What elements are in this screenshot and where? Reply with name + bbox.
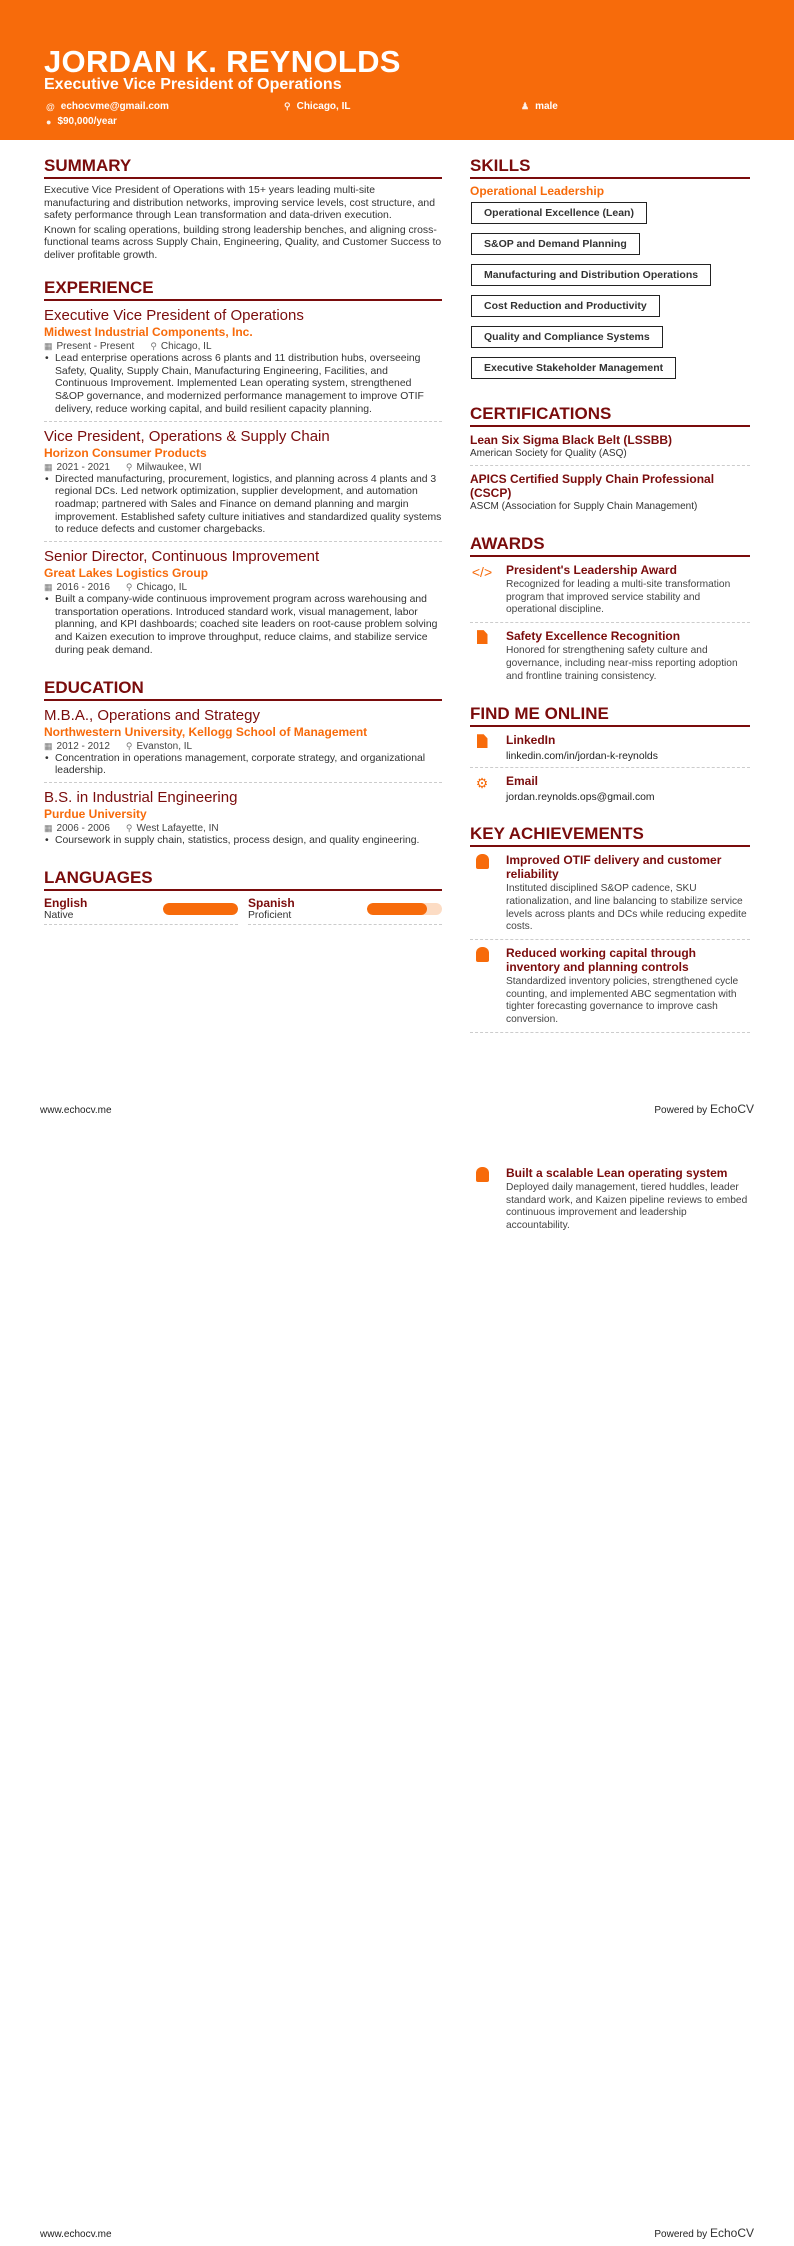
education-dates: 2006 - 2006 [56,822,110,834]
job-meta [44,461,442,474]
calendar-icon: ▦ [44,582,53,593]
at-icon: @ [46,101,55,112]
user-icon: ♟ [521,101,530,111]
experience-item [44,428,442,543]
achievement-item [470,853,750,940]
gender-text: male [535,101,558,112]
job-title: Vice President, Operations & Supply Chain [44,427,330,445]
section-heading: FIND ME ONLINE [470,704,750,727]
award-title: President's Leadership Award [506,563,677,577]
education-meta [44,740,442,753]
section-heading: AWARDS [470,534,750,557]
contact-location [284,101,351,112]
experience-item [44,307,442,422]
contact-email [46,101,169,112]
job-location: Milwaukee, WI [136,461,202,473]
degree: M.B.A., Operations and Strategy [44,706,260,724]
award-item [470,563,750,623]
job-dates: Present - Present [56,341,135,352]
email-text: echocvme@gmail.com [60,101,169,112]
language-proficiency-bar [367,903,442,915]
achievement-title: Reduced working capital through inventory and planning controls [506,946,697,975]
salary-text: $90,000/year [57,116,117,127]
skill-tag: Quality and Compliance Systems [471,326,663,348]
code-icon: </> [471,564,493,580]
map-pin-icon: ⚲ [125,740,133,751]
language-proficiency-fill [367,903,427,915]
achievement-title: Built a scalable Lean operating system [506,1166,728,1180]
skill-tag: Manufacturing and Distribution Operations [471,264,711,286]
job-meta [44,581,442,594]
calendar-icon: ▦ [44,341,53,351]
bell-icon [470,853,494,934]
online-title: LinkedIn [506,733,556,748]
certification-item [470,433,750,466]
skill-tag: Executive Stakeholder Management [471,357,676,379]
language-name: Spanish [248,895,295,910]
degree: B.S. in Industrial Engineering [44,788,238,806]
powered-by-text: Powered by [654,1105,708,1116]
achievements-continued [470,1166,750,1244]
section-heading: KEY ACHIEVEMENTS [470,824,750,847]
job-title: Executive Vice President of Operations [44,307,304,324]
section-heading: SKILLS [470,156,750,179]
language-item [248,897,442,925]
job-bullet: • Lead enterprise operations across 6 plants and 11 distribution hubs, overseeing Safety, Quality, Supply Chain, Manufacturing Engineering, Facilities, and Continuous Improvement. Implemented Lean operating system, strengthened S&OP governance, and modernized performance management to improve OTIF delivery, reduce working capital, and build resilient capacity planning. [44,353,442,417]
section-heading: LANGUAGES [44,868,442,891]
education-meta [44,822,442,835]
contact-gender [521,101,558,112]
school-name: Northwestern University, Kellogg School of Management [44,724,368,739]
award-item [470,629,750,688]
right-column [470,156,750,1049]
footer-powered [654,1102,754,1116]
calendar-icon: ▦ [44,461,53,472]
skill-tag: Cost Reduction and Productivity [471,295,660,317]
language-level: Proficient [248,909,292,921]
skill-group-title: Operational Leadership [470,184,605,198]
powered-by-text: Powered by [654,2229,708,2240]
language-level: Native [44,909,74,921]
job-bullet: • Directed manufacturing, procurement, logistics, and planning across 4 plants and 3 regional DCs. Led network optimization, supplier development, and automation roadmap; partnered with Sales and Finance on demand planning and margin improvement. Established safety culture initiatives and standardized quality systems to reduce defects and customer chargebacks. [44,474,442,538]
location-text: Chicago, IL [296,101,351,112]
certification-title: APICS Certified Supply Chain Professional (CSCP) [470,472,715,500]
certification-issuer: American Society for Quality (ASQ) [470,448,627,459]
skill-tag: Operational Excellence (Lean) [471,202,647,224]
linkedin-link[interactable]: linkedin.com/in/jordan-k-reynolds [506,751,658,763]
experience-item [44,548,442,662]
coin-icon: ● [46,116,52,127]
experience-section [44,278,442,662]
section-heading: EDUCATION [44,678,442,701]
email-link[interactable]: jordan.reynolds.ops@gmail.com [506,792,655,804]
section-heading: CERTIFICATIONS [470,404,750,427]
achievement-description: Deployed daily management, tiered huddles, leader standard work, and Kaizen pipeline reviews to embed continuous improvement and leadership accountability. [506,1182,748,1232]
award-description: Recognized for leading a multi-site transformation program that improved service stability and operational discipline. [506,579,731,616]
certification-issuer: ASCM (Association for Supply Chain Management) [470,501,698,512]
company-name: Horizon Consumer Products [44,445,207,460]
online-item-email[interactable] [470,774,750,808]
language-name: English [44,895,88,910]
school-name: Purdue University [44,806,147,821]
language-item [44,897,238,925]
achievement-title: Improved OTIF delivery and customer reliability [506,853,722,882]
summary-paragraph: Executive Vice President of Operations with 15+ years leading multi-site manufacturing and distribution networks, improving service levels, cost structure, and safety performance through Lean transformation and data-driven execution. [44,185,435,221]
language-proficiency-fill [163,903,238,915]
online-item-linkedin[interactable] [470,733,750,768]
award-title: Safety Excellence Recognition [506,629,681,644]
map-pin-icon: ⚲ [125,582,133,593]
map-pin-icon: ⚲ [284,101,291,111]
education-item [44,789,442,852]
footer-powered [654,2226,754,2240]
brand-logo: EchoCV [709,2226,754,2240]
candidate-name: JORDAN K. REYNOLDS [44,44,401,79]
certification-title: Lean Six Sigma Black Belt (LSSBB) [470,433,673,447]
certification-item [470,472,750,518]
section-heading: SUMMARY [44,156,442,179]
section-heading: EXPERIENCE [44,278,442,301]
footer-site[interactable]: www.echocv.me [40,1105,112,1116]
achievement-item [470,946,750,1033]
company-name: Great Lakes Logistics Group [44,566,209,581]
document-search-icon [470,733,494,762]
education-location: West Lafayette, IN [136,822,219,834]
resume-header [0,0,794,140]
job-bullet: • Built a company-wide continuous improvement program across warehousing and transportation operations. Introduced standard work, visual management, labor planning, and KPI dashboards; coached site leaders on root-cause problem solving and Kaizen execution to improve throughput, reduce claims, and stabilize service during peak demand. [44,594,442,658]
certifications-section [470,404,750,518]
gear-icon: ⚙ [475,775,489,792]
bell-icon [470,1166,494,1233]
education-bullet: • Concentration in operations management, corporate strategy, and organizational leadership. [44,753,442,778]
skill-tag: S&OP and Demand Planning [471,233,640,255]
job-dates: 2021 - 2021 [56,461,110,473]
calendar-icon: ▦ [44,740,53,751]
contact-salary [46,116,117,127]
awards-section [470,534,750,688]
education-item [44,707,442,783]
job-meta [44,340,442,353]
education-location: Evanston, IL [136,740,193,752]
company-name: Midwest Industrial Components, Inc. [44,325,253,339]
calendar-icon: ▦ [44,822,53,833]
job-dates: 2016 - 2016 [56,582,110,594]
education-dates: 2012 - 2012 [56,740,110,752]
map-pin-icon: ⚲ [125,822,133,833]
summary-paragraph: Known for scaling operations, building strong leadership benches, and aligning cross-functional teams across Supply Chain, Engineering, Quality, and Customer Success to deliver profitable growth. [44,224,442,261]
footer-site[interactable]: www.echocv.me [40,2229,112,2240]
bell-icon [470,946,494,1027]
achievement-description: Instituted disciplined S&OP cadence, SKU rationalization, and line balancing to stabilize service levels across plants and DCs while reducing expedite costs. [506,883,747,933]
achievement-description: Standardized inventory policies, strengthened cycle counting, and implemented ABC segmentation with tighter forecasting governance to improve cash conversion. [506,976,739,1026]
job-title: Senior Director, Continuous Improvement [44,548,320,566]
language-proficiency-bar [163,903,238,915]
achievement-item [470,1166,750,1238]
education-bullet: • Coursework in supply chain, statistics, process design, and quality engineering. [44,835,442,848]
brand-logo: EchoCV [709,1102,754,1116]
left-column [44,156,442,941]
summary-section [44,156,442,262]
languages-section [44,868,442,925]
online-section [470,704,750,808]
map-pin-icon: ⚲ [150,341,157,351]
map-pin-icon: ⚲ [125,461,133,472]
document-icon [470,629,494,683]
online-title: Email [506,774,539,789]
award-description: Honored for strengthening safety culture and governance, including near-miss reporting adoption and frontline training consistency. [506,645,738,682]
job-location: Chicago, IL [160,341,212,352]
skills-section [470,156,750,388]
education-section [44,678,442,852]
candidate-title: Executive Vice President of Operations [44,76,342,93]
job-location: Chicago, IL [136,582,188,594]
achievements-section [470,824,750,1033]
